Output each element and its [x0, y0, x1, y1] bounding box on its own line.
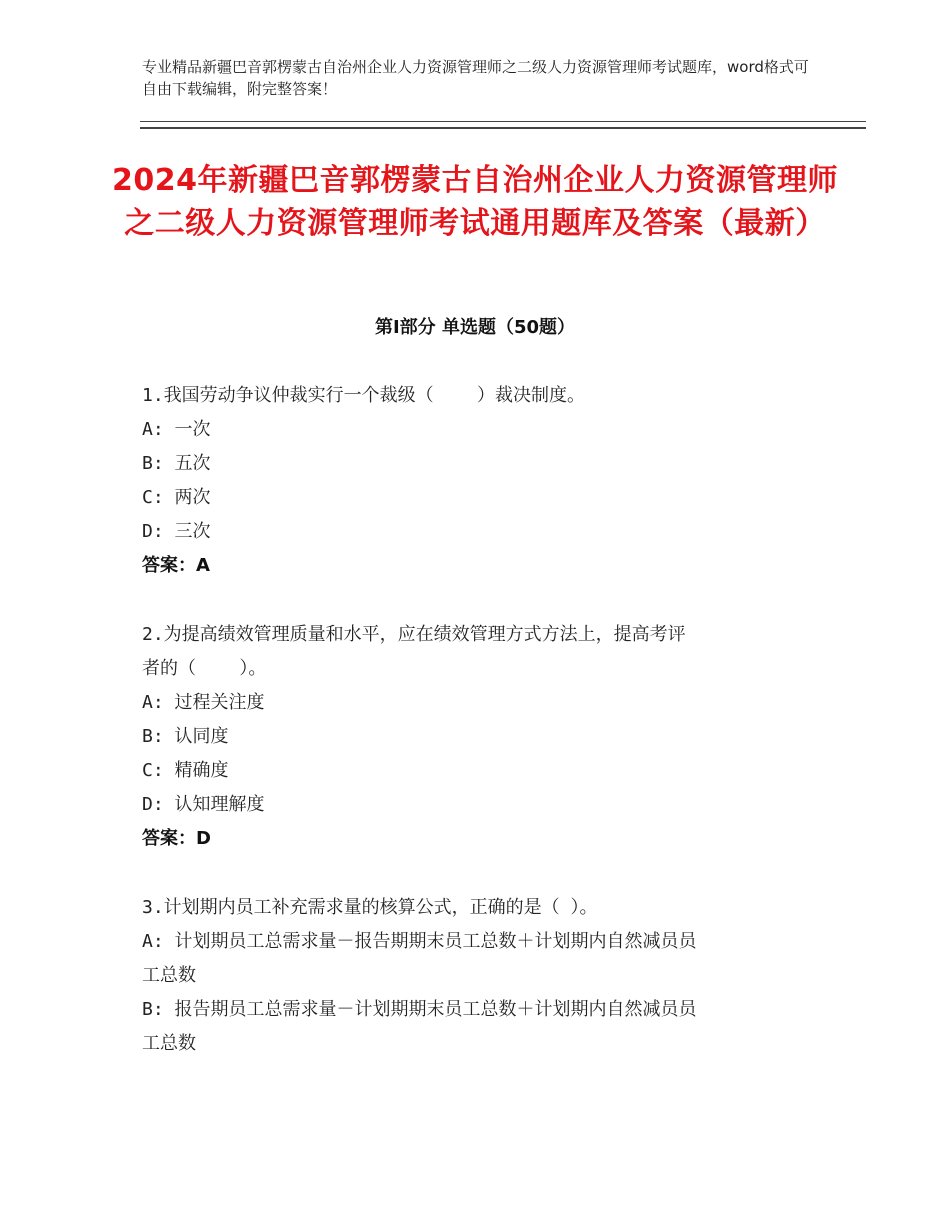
question-stem: 者的（ ）。 — [142, 658, 267, 679]
option-b: B: 五次 — [142, 453, 211, 474]
option-a: A: 过程关注度 — [142, 692, 265, 713]
option-b: B: 报告期员工总需求量－计划期期末员工总数＋计划期内自然减员员 — [142, 999, 697, 1020]
question-stem: 2.为提高绩效管理质量和水平，应在绩效管理方式方法上，提高考评 — [142, 624, 686, 645]
question-stem: 1.我国劳动争议仲裁实行一个裁级（ ）裁决制度。 — [142, 385, 586, 406]
option-a-continued: 工总数 — [142, 965, 196, 986]
document-title: 2024年新疆巴音郭楞蒙古自治州企业人力资源管理师之二级人力资源管理师考试通用题库及答案（最新） — [112, 163, 838, 241]
answer: 答案：A — [142, 555, 210, 576]
question-1 — [142, 379, 822, 583]
question-2 — [142, 618, 822, 856]
option-d: D: 三次 — [142, 521, 211, 542]
header-note: 专业精品新疆巴音郭楞蒙古自治州企业人力资源管理师之二级人力资源管理师考试题库，word格式可自由下载编辑，附完整答案！ — [142, 58, 809, 98]
answer: 答案：D — [142, 828, 211, 849]
option-c: C: 两次 — [142, 487, 211, 508]
option-b: B: 认同度 — [142, 726, 229, 747]
header-divider — [140, 121, 866, 129]
option-a: A: 一次 — [142, 419, 211, 440]
question-stem: 3.计划期内员工补充需求量的核算公式，正确的是（ ）。 — [142, 897, 598, 918]
question-3 — [142, 891, 822, 1061]
option-b-continued: 工总数 — [142, 1033, 196, 1054]
option-a: A: 计划期员工总需求量－报告期期末员工总数＋计划期内自然减员员 — [142, 931, 697, 952]
section-title: 第Ⅰ部分 单选题（50题） — [374, 317, 575, 338]
option-d: D: 认知理解度 — [142, 794, 265, 815]
option-c: C: 精确度 — [142, 760, 229, 781]
